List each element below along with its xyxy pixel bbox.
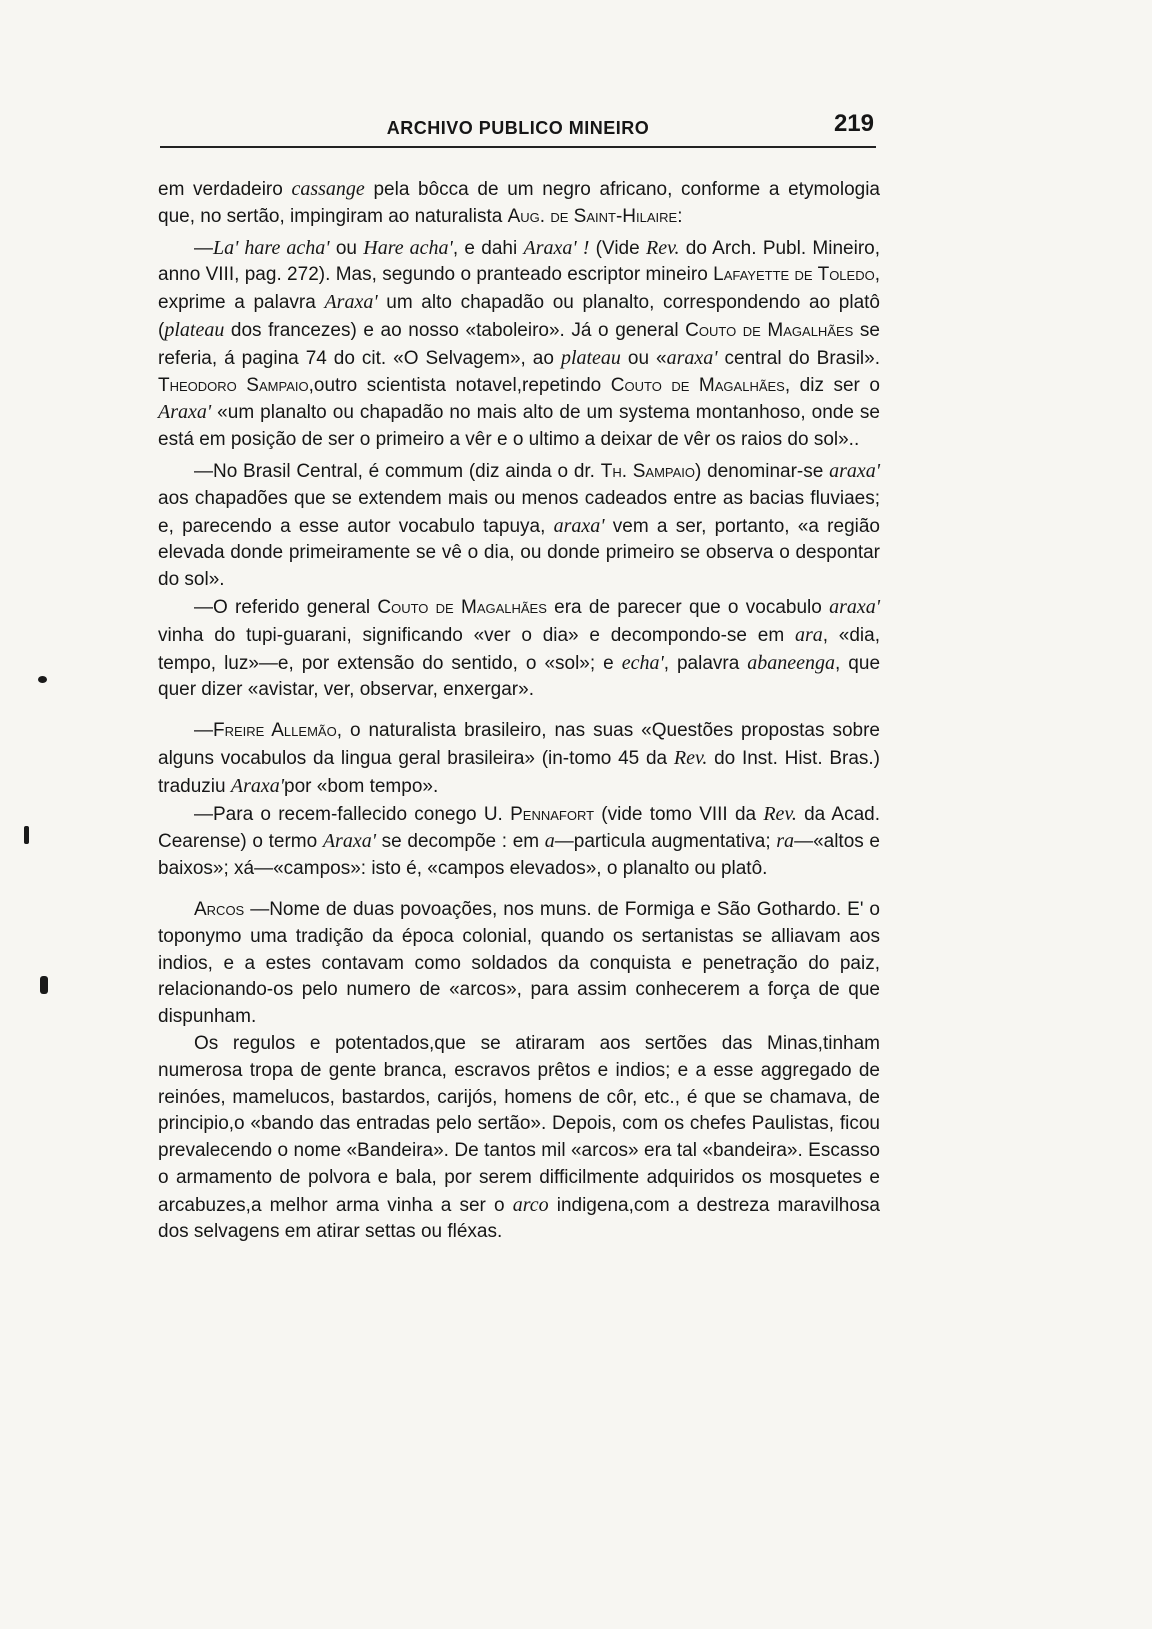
- text: ,outro scientista notavel,repetindo: [308, 374, 611, 396]
- italic-term: araxa': [829, 595, 880, 618]
- page-number: 219: [833, 110, 874, 137]
- text: se decompõe : em: [375, 831, 545, 853]
- entry-heading: Arcos: [194, 898, 245, 920]
- paragraph: [158, 718, 880, 800]
- paragraph: [158, 594, 880, 704]
- italic-term: Araxa' !: [523, 236, 590, 259]
- italic-term: Rev.: [645, 236, 680, 259]
- page-body: [158, 176, 880, 1246]
- text: (vide tomo VIII da: [594, 803, 764, 825]
- text: vinha do tupi-guarani, significando «ver o dia» e decompondo-se em: [158, 624, 795, 646]
- text: central do Brasil».: [717, 347, 880, 369]
- text: aos chapadões que se extendem mais ou menos cadeados entre as bacias fluviaes; e, parecendo a esse autor vocabulo tapuya,: [158, 487, 880, 537]
- author-name: Pennafort: [510, 803, 595, 825]
- text: , palavra: [663, 652, 748, 674]
- italic-term: Rev.: [763, 802, 797, 825]
- paragraph: [158, 897, 880, 1031]
- author-name: Lafayette de Toledo: [713, 264, 875, 286]
- italic-term: plateau: [164, 318, 225, 341]
- running-header: [160, 108, 876, 148]
- text: Os regulos e potentados,que se atiraram aos sertões das Minas,tinham numerosa tropa de gente branca, escravos prêtos e indios; e a esse aggregado de reinóes, mamelucos, bastardos, carijós, homens de côr, etc., é que se chamava, de principio,o «bando das entradas pelo sertão». Depois, com os chefes Paulistas, ficou prevalecendo o nome «Bandeira». De tantos mil «arcos» era tal «bandeira». Escasso o armamento de polvora e bala, por serem difficilmente adquiridos os mosquetes e arcabuzes,a melhor arma vinha a ser o: [158, 1032, 880, 1216]
- text: se referia, á pagina 74 do cit. «O Selvagem», ao: [158, 319, 880, 369]
- italic-term: Rev.: [673, 746, 708, 769]
- text: da Acad. Cearense) o termo: [158, 803, 881, 853]
- paragraph: [158, 801, 880, 883]
- author-name: Couto de Magalhães: [377, 596, 547, 618]
- italic-term: cassange: [291, 178, 365, 200]
- author-name: Couto de Magalhães: [610, 374, 785, 396]
- author-name: Freire Allemão: [213, 720, 337, 742]
- text: —Para o recem-fallecido conego U.: [194, 803, 511, 825]
- text: (Vide: [589, 237, 646, 259]
- italic-term: araxa': [553, 514, 605, 537]
- paragraph: [158, 458, 880, 594]
- text: do Inst. Hist. Bras.) traduziu: [158, 747, 881, 797]
- text: um alto chapadão ou planalto, correspondendo ao platô (: [158, 292, 880, 341]
- text: indigena,com a destreza maravilhosa dos selvagens em atirar settas ou fléxas.: [158, 1194, 880, 1243]
- italic-term: plateau: [560, 346, 621, 369]
- text: —: [194, 237, 213, 259]
- text: , e dahi: [452, 237, 524, 259]
- running-title: ARCHIVO PUBLICO MINEIRO: [386, 118, 650, 138]
- text: —No Brasil Central, é commum (diz ainda o dr.: [194, 460, 601, 482]
- italic-term: ara: [794, 623, 823, 646]
- paragraph: [158, 235, 880, 454]
- text: ou «: [620, 347, 667, 369]
- text: , «dia, tempo, luz»—e, por extensão do sentido, o «sol»; e: [158, 624, 880, 674]
- author-name: Couto de Magalhães: [685, 319, 854, 341]
- text: do Arch. Publ. Mineiro, anno VIII, pag. 272). Mas, segundo o pranteado escriptor mineiro: [158, 237, 881, 286]
- text: , diz ser o: [784, 374, 880, 396]
- text: —Nome de duas povoações, nos muns. de Formiga e São Gothardo. E' o toponymo uma tradição da época colonial, quando os sertanistas se alliavam aos indios, e a estes contavam como soldados da conquista e penetração do paiz, relacionando-os pelo numero de «arcos», para assim conhecerem a força de que dispunham.: [158, 898, 880, 1028]
- italic-term: a: [544, 830, 555, 853]
- italic-term: arco: [512, 1193, 549, 1216]
- text: , exprime a palavra: [158, 264, 880, 314]
- paragraph: [158, 1031, 880, 1246]
- italic-term: echa': [621, 651, 664, 674]
- text: ou: [329, 237, 364, 259]
- header-rule: [160, 146, 876, 148]
- italic-term: Araxa': [322, 830, 376, 853]
- text: «um planalto ou chapadão no mais alto de um systema montanhoso, onde se está em posição de ser o primeiro a vêr e o ultimo a deixar de vêr os raios do sol»..: [158, 402, 880, 451]
- text: em verdadeiro: [158, 179, 292, 200]
- italic-term: araxa': [666, 346, 718, 369]
- italic-term: Hare acha': [363, 236, 453, 259]
- text: —«altos e baixos»; xá—«campos»: isto é, «campos elevados», o planalto ou platô.: [158, 831, 880, 880]
- text: —particula augmentativa;: [554, 831, 777, 853]
- author-name: Th. Sampaio: [600, 460, 696, 482]
- scan-speck: [38, 676, 47, 683]
- text: —O referido general: [194, 596, 378, 618]
- italic-term: La' hare acha': [213, 236, 330, 259]
- text: vem a ser, portanto, «a região elevada donde primeiramente se vê o dia, ou donde primeiro se observa o despontar do sol».: [158, 515, 880, 591]
- italic-term: araxa': [829, 459, 881, 482]
- italic-term: Araxa': [158, 401, 212, 424]
- text: era de parecer que o vocabulo: [546, 596, 830, 618]
- italic-term: Araxa': [230, 774, 285, 797]
- author-name: Aug. de Saint-Hilaire: [507, 205, 678, 227]
- text: , que quer dizer «avistar, ver, observar, enxergar».: [158, 652, 881, 701]
- text: :: [677, 205, 683, 227]
- italic-term: ra: [776, 830, 795, 853]
- text: , o naturalista brasileiro, nas suas «Questões propostas sobre alguns vocabulos da lingua geral brasileira» (in-tomo 45 da: [158, 720, 881, 769]
- scan-speck: [24, 826, 29, 844]
- paragraph: [158, 176, 880, 231]
- author-name: Theodoro Sampaio: [158, 374, 309, 396]
- text: dos francezes) e ao nosso «taboleiro». Já o general: [224, 319, 686, 341]
- text: por «bom tempo».: [284, 775, 439, 797]
- text: ) denominar-se: [695, 460, 830, 482]
- italic-term: Araxa': [324, 291, 378, 314]
- scan-speck: [40, 976, 48, 994]
- text: pela bôcca de um negro africano, conforme a etymologia que, no sertão, impingiram ao naturalista: [158, 179, 880, 227]
- text: —: [194, 720, 213, 742]
- italic-term: abaneenga: [747, 651, 836, 674]
